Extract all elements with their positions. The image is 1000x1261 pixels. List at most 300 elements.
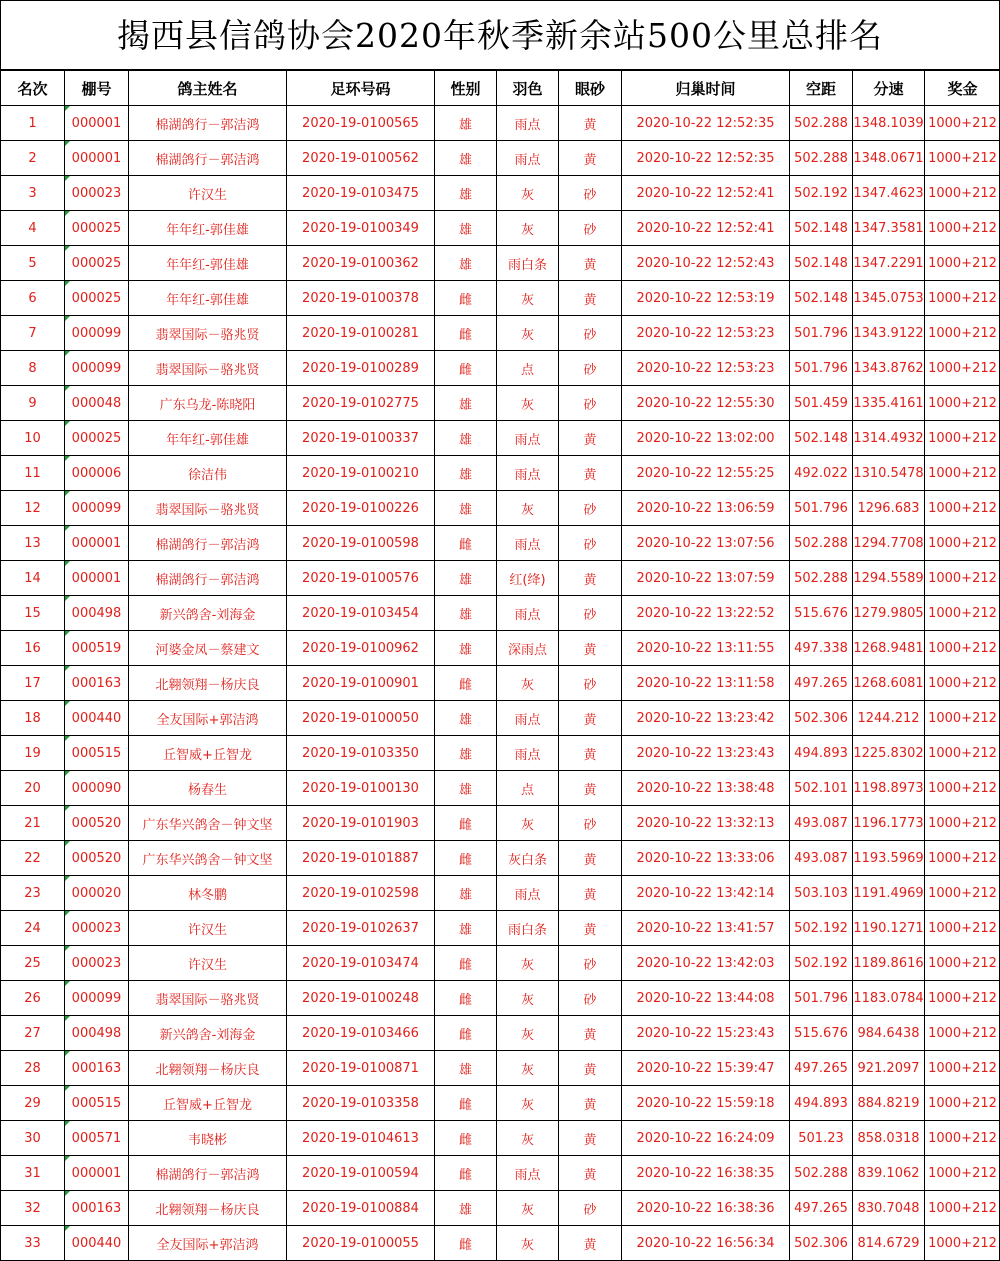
cell-distance: 502.306 bbox=[790, 701, 853, 736]
cell-speed: 1343.8762 bbox=[853, 351, 925, 386]
cell-eye: 黄 bbox=[559, 1086, 622, 1121]
cell-prize: 1000+212 bbox=[925, 1086, 1000, 1121]
cell-rank: 25 bbox=[1, 946, 65, 981]
cell-owner: 北翱领翔－杨庆良 bbox=[129, 666, 287, 701]
cell-owner: 翡翠国际－骆兆贤 bbox=[129, 316, 287, 351]
cell-sex: 雌 bbox=[435, 281, 497, 316]
cell-prize: 1000+212 bbox=[925, 211, 1000, 246]
cell-sex: 雄 bbox=[435, 911, 497, 946]
cell-owner: 杨春生 bbox=[129, 771, 287, 806]
cell-arrival: 2020-10-22 13:42:14 bbox=[622, 876, 790, 911]
cell-sex: 雄 bbox=[435, 176, 497, 211]
cell-eye: 砂 bbox=[559, 351, 622, 386]
cell-feather: 灰 bbox=[497, 1226, 559, 1261]
cell-speed: 1345.0753 bbox=[853, 281, 925, 316]
table-row bbox=[1, 631, 1000, 666]
cell-rank: 16 bbox=[1, 631, 65, 666]
table-row bbox=[1, 1156, 1000, 1191]
cell-sex: 雌 bbox=[435, 1226, 497, 1261]
cell-arrival: 2020-10-22 15:39:47 bbox=[622, 1051, 790, 1086]
table-row bbox=[1, 666, 1000, 701]
cell-prize: 1000+212 bbox=[925, 106, 1000, 141]
cell-speed: 1191.4969 bbox=[853, 876, 925, 911]
cell-feather: 灰 bbox=[497, 316, 559, 351]
cell-feather: 雨点 bbox=[497, 141, 559, 176]
cell-feather: 灰 bbox=[497, 281, 559, 316]
cell-sex: 雌 bbox=[435, 1121, 497, 1156]
cell-feather: 灰 bbox=[497, 1016, 559, 1051]
cell-sex: 雄 bbox=[435, 246, 497, 281]
cell-arrival: 2020-10-22 13:07:59 bbox=[622, 561, 790, 596]
cell-rank: 23 bbox=[1, 876, 65, 911]
cell-ring: 2020-19-0104613 bbox=[287, 1121, 435, 1156]
cell-owner: 年年红-郭佳雄 bbox=[129, 211, 287, 246]
cell-rank: 10 bbox=[1, 421, 65, 456]
cell-distance: 501.23 bbox=[790, 1121, 853, 1156]
cell-shed: 000440 bbox=[65, 701, 129, 736]
cell-eye: 砂 bbox=[559, 211, 622, 246]
cell-sex: 雌 bbox=[435, 526, 497, 561]
cell-feather: 雨白条 bbox=[497, 911, 559, 946]
cell-speed: 1347.3581 bbox=[853, 211, 925, 246]
table-row bbox=[1, 211, 1000, 246]
cell-ring: 2020-19-0100594 bbox=[287, 1156, 435, 1191]
cell-sex: 雌 bbox=[435, 981, 497, 1016]
cell-speed: 1294.5589 bbox=[853, 561, 925, 596]
header-speed: 分速 bbox=[853, 71, 925, 106]
cell-eye: 黄 bbox=[559, 1226, 622, 1261]
cell-owner: 广东乌龙-陈晓阳 bbox=[129, 386, 287, 421]
cell-arrival: 2020-10-22 13:41:57 bbox=[622, 911, 790, 946]
cell-feather: 点 bbox=[497, 771, 559, 806]
cell-sex: 雄 bbox=[435, 386, 497, 421]
cell-owner: 韦晓彬 bbox=[129, 1121, 287, 1156]
cell-speed: 1244.212 bbox=[853, 701, 925, 736]
cell-sex: 雄 bbox=[435, 1191, 497, 1226]
cell-sex: 雄 bbox=[435, 596, 497, 631]
cell-eye: 砂 bbox=[559, 666, 622, 701]
cell-ring: 2020-19-0102775 bbox=[287, 386, 435, 421]
cell-distance: 494.893 bbox=[790, 736, 853, 771]
cell-owner: 棉湖鸽行－郭洁鸿 bbox=[129, 1156, 287, 1191]
table-row bbox=[1, 351, 1000, 386]
cell-rank: 22 bbox=[1, 841, 65, 876]
cell-eye: 砂 bbox=[559, 316, 622, 351]
cell-rank: 30 bbox=[1, 1121, 65, 1156]
cell-feather: 雨点 bbox=[497, 876, 559, 911]
cell-shed: 000025 bbox=[65, 211, 129, 246]
cell-rank: 26 bbox=[1, 981, 65, 1016]
cell-shed: 000515 bbox=[65, 736, 129, 771]
cell-feather: 灰 bbox=[497, 211, 559, 246]
cell-distance: 497.265 bbox=[790, 666, 853, 701]
cell-distance: 515.676 bbox=[790, 596, 853, 631]
cell-ring: 2020-19-0100901 bbox=[287, 666, 435, 701]
cell-ring: 2020-19-0100055 bbox=[287, 1226, 435, 1261]
cell-eye: 砂 bbox=[559, 981, 622, 1016]
table-row bbox=[1, 701, 1000, 736]
cell-rank: 5 bbox=[1, 246, 65, 281]
cell-speed: 1347.4623 bbox=[853, 176, 925, 211]
cell-distance: 502.148 bbox=[790, 211, 853, 246]
ranking-table bbox=[0, 70, 1000, 1261]
cell-owner: 翡翠国际－骆兆贤 bbox=[129, 491, 287, 526]
cell-shed: 000025 bbox=[65, 246, 129, 281]
cell-eye: 黄 bbox=[559, 876, 622, 911]
cell-rank: 6 bbox=[1, 281, 65, 316]
cell-feather: 灰 bbox=[497, 1051, 559, 1086]
cell-ring: 2020-19-0100130 bbox=[287, 771, 435, 806]
cell-rank: 24 bbox=[1, 911, 65, 946]
cell-feather: 雨点 bbox=[497, 596, 559, 631]
cell-speed: 1314.4932 bbox=[853, 421, 925, 456]
table-row bbox=[1, 141, 1000, 176]
cell-sex: 雄 bbox=[435, 211, 497, 246]
cell-rank: 18 bbox=[1, 701, 65, 736]
cell-feather: 雨点 bbox=[497, 701, 559, 736]
cell-prize: 1000+212 bbox=[925, 771, 1000, 806]
cell-feather: 灰 bbox=[497, 491, 559, 526]
cell-prize: 1000+212 bbox=[925, 1226, 1000, 1261]
cell-speed: 1343.9122 bbox=[853, 316, 925, 351]
cell-distance: 502.101 bbox=[790, 771, 853, 806]
cell-rank: 28 bbox=[1, 1051, 65, 1086]
cell-speed: 839.1062 bbox=[853, 1156, 925, 1191]
cell-owner: 全友国际+郭洁鸿 bbox=[129, 1226, 287, 1261]
cell-distance: 502.306 bbox=[790, 1226, 853, 1261]
cell-distance: 493.087 bbox=[790, 841, 853, 876]
table-row bbox=[1, 316, 1000, 351]
cell-prize: 1000+212 bbox=[925, 981, 1000, 1016]
cell-ring: 2020-19-0100576 bbox=[287, 561, 435, 596]
cell-prize: 1000+212 bbox=[925, 1016, 1000, 1051]
cell-prize: 1000+212 bbox=[925, 701, 1000, 736]
header-eye: 眼砂 bbox=[559, 71, 622, 106]
cell-distance: 493.087 bbox=[790, 806, 853, 841]
cell-owner: 棉湖鸽行－郭洁鸿 bbox=[129, 141, 287, 176]
cell-eye: 黄 bbox=[559, 1121, 622, 1156]
cell-eye: 砂 bbox=[559, 386, 622, 421]
table-row bbox=[1, 841, 1000, 876]
table-row bbox=[1, 526, 1000, 561]
cell-shed: 000099 bbox=[65, 351, 129, 386]
cell-speed: 1198.8973 bbox=[853, 771, 925, 806]
table-row bbox=[1, 981, 1000, 1016]
cell-shed: 000001 bbox=[65, 106, 129, 141]
cell-ring: 2020-19-0103454 bbox=[287, 596, 435, 631]
cell-sex: 雌 bbox=[435, 316, 497, 351]
cell-arrival: 2020-10-22 13:02:00 bbox=[622, 421, 790, 456]
cell-feather: 灰 bbox=[497, 981, 559, 1016]
cell-owner: 丘智威+丘智龙 bbox=[129, 1086, 287, 1121]
cell-speed: 830.7048 bbox=[853, 1191, 925, 1226]
cell-shed: 000099 bbox=[65, 981, 129, 1016]
header-distance: 空距 bbox=[790, 71, 853, 106]
cell-owner: 许汉生 bbox=[129, 946, 287, 981]
cell-shed: 000498 bbox=[65, 596, 129, 631]
cell-arrival: 2020-10-22 12:55:30 bbox=[622, 386, 790, 421]
cell-rank: 31 bbox=[1, 1156, 65, 1191]
cell-speed: 814.6729 bbox=[853, 1226, 925, 1261]
cell-sex: 雄 bbox=[435, 106, 497, 141]
cell-rank: 12 bbox=[1, 491, 65, 526]
cell-sex: 雄 bbox=[435, 141, 497, 176]
table-row bbox=[1, 106, 1000, 141]
cell-rank: 33 bbox=[1, 1226, 65, 1261]
cell-distance: 497.338 bbox=[790, 631, 853, 666]
cell-prize: 1000+212 bbox=[925, 631, 1000, 666]
cell-ring: 2020-19-0100884 bbox=[287, 1191, 435, 1226]
cell-speed: 1348.1039 bbox=[853, 106, 925, 141]
cell-owner: 全友国际+郭洁鸿 bbox=[129, 701, 287, 736]
cell-shed: 000099 bbox=[65, 316, 129, 351]
cell-rank: 2 bbox=[1, 141, 65, 176]
cell-prize: 1000+212 bbox=[925, 876, 1000, 911]
cell-rank: 9 bbox=[1, 386, 65, 421]
cell-shed: 000163 bbox=[65, 666, 129, 701]
cell-ring: 2020-19-0100349 bbox=[287, 211, 435, 246]
cell-speed: 1190.1271 bbox=[853, 911, 925, 946]
cell-owner: 棉湖鸽行－郭洁鸿 bbox=[129, 526, 287, 561]
cell-speed: 1196.1773 bbox=[853, 806, 925, 841]
header-ring: 足环号码 bbox=[287, 71, 435, 106]
cell-rank: 14 bbox=[1, 561, 65, 596]
cell-distance: 501.796 bbox=[790, 316, 853, 351]
cell-arrival: 2020-10-22 13:23:42 bbox=[622, 701, 790, 736]
cell-sex: 雌 bbox=[435, 1016, 497, 1051]
cell-distance: 501.796 bbox=[790, 491, 853, 526]
cell-feather: 灰 bbox=[497, 1086, 559, 1121]
cell-sex: 雄 bbox=[435, 876, 497, 911]
cell-distance: 492.022 bbox=[790, 456, 853, 491]
cell-arrival: 2020-10-22 13:38:48 bbox=[622, 771, 790, 806]
cell-sex: 雌 bbox=[435, 351, 497, 386]
table-row bbox=[1, 911, 1000, 946]
cell-sex: 雄 bbox=[435, 701, 497, 736]
cell-feather: 灰 bbox=[497, 1121, 559, 1156]
cell-ring: 2020-19-0100248 bbox=[287, 981, 435, 1016]
cell-eye: 砂 bbox=[559, 526, 622, 561]
cell-rank: 7 bbox=[1, 316, 65, 351]
cell-owner: 年年红-郭佳雄 bbox=[129, 246, 287, 281]
cell-prize: 1000+212 bbox=[925, 386, 1000, 421]
cell-prize: 1000+212 bbox=[925, 841, 1000, 876]
table-row bbox=[1, 176, 1000, 211]
cell-rank: 19 bbox=[1, 736, 65, 771]
cell-shed: 000001 bbox=[65, 526, 129, 561]
cell-ring: 2020-19-0100210 bbox=[287, 456, 435, 491]
cell-ring: 2020-19-0100337 bbox=[287, 421, 435, 456]
table-row bbox=[1, 1121, 1000, 1156]
cell-prize: 1000+212 bbox=[925, 1121, 1000, 1156]
cell-feather: 灰 bbox=[497, 386, 559, 421]
cell-distance: 497.265 bbox=[790, 1051, 853, 1086]
cell-ring: 2020-19-0100289 bbox=[287, 351, 435, 386]
table-row bbox=[1, 736, 1000, 771]
cell-distance: 502.288 bbox=[790, 561, 853, 596]
cell-eye: 黄 bbox=[559, 421, 622, 456]
header-prize: 奖金 bbox=[925, 71, 1000, 106]
table-row bbox=[1, 1226, 1000, 1261]
cell-eye: 黄 bbox=[559, 141, 622, 176]
cell-prize: 1000+212 bbox=[925, 141, 1000, 176]
cell-eye: 黄 bbox=[559, 911, 622, 946]
cell-feather: 灰 bbox=[497, 666, 559, 701]
cell-rank: 17 bbox=[1, 666, 65, 701]
cell-eye: 砂 bbox=[559, 1191, 622, 1226]
cell-rank: 11 bbox=[1, 456, 65, 491]
cell-eye: 砂 bbox=[559, 491, 622, 526]
cell-arrival: 2020-10-22 15:59:18 bbox=[622, 1086, 790, 1121]
cell-prize: 1000+212 bbox=[925, 281, 1000, 316]
cell-speed: 1268.6081 bbox=[853, 666, 925, 701]
cell-arrival: 2020-10-22 13:22:52 bbox=[622, 596, 790, 631]
table-row bbox=[1, 1191, 1000, 1226]
cell-feather: 红(绛) bbox=[497, 561, 559, 596]
cell-shed: 000020 bbox=[65, 876, 129, 911]
cell-ring: 2020-19-0100562 bbox=[287, 141, 435, 176]
cell-sex: 雌 bbox=[435, 666, 497, 701]
cell-prize: 1000+212 bbox=[925, 491, 1000, 526]
cell-sex: 雌 bbox=[435, 1086, 497, 1121]
table-row bbox=[1, 1051, 1000, 1086]
cell-shed: 000001 bbox=[65, 141, 129, 176]
cell-eye: 砂 bbox=[559, 946, 622, 981]
table-row bbox=[1, 491, 1000, 526]
cell-ring: 2020-19-0103466 bbox=[287, 1016, 435, 1051]
table-row bbox=[1, 386, 1000, 421]
cell-rank: 32 bbox=[1, 1191, 65, 1226]
cell-owner: 翡翠国际－骆兆贤 bbox=[129, 351, 287, 386]
cell-sex: 雄 bbox=[435, 1051, 497, 1086]
cell-distance: 502.192 bbox=[790, 176, 853, 211]
cell-arrival: 2020-10-22 16:38:35 bbox=[622, 1156, 790, 1191]
cell-ring: 2020-19-0100378 bbox=[287, 281, 435, 316]
cell-shed: 000099 bbox=[65, 491, 129, 526]
cell-ring: 2020-19-0101903 bbox=[287, 806, 435, 841]
cell-shed: 000025 bbox=[65, 281, 129, 316]
cell-rank: 20 bbox=[1, 771, 65, 806]
cell-arrival: 2020-10-22 12:55:25 bbox=[622, 456, 790, 491]
cell-arrival: 2020-10-22 13:06:59 bbox=[622, 491, 790, 526]
header-sex: 性别 bbox=[435, 71, 497, 106]
cell-sex: 雄 bbox=[435, 771, 497, 806]
cell-shed: 000023 bbox=[65, 911, 129, 946]
cell-eye: 黄 bbox=[559, 1016, 622, 1051]
cell-arrival: 2020-10-22 16:38:36 bbox=[622, 1191, 790, 1226]
cell-eye: 黄 bbox=[559, 841, 622, 876]
cell-arrival: 2020-10-22 12:52:41 bbox=[622, 176, 790, 211]
cell-arrival: 2020-10-22 13:07:56 bbox=[622, 526, 790, 561]
cell-arrival: 2020-10-22 13:11:55 bbox=[622, 631, 790, 666]
cell-ring: 2020-19-0100565 bbox=[287, 106, 435, 141]
cell-feather: 点 bbox=[497, 351, 559, 386]
cell-eye: 砂 bbox=[559, 806, 622, 841]
cell-rank: 13 bbox=[1, 526, 65, 561]
cell-feather: 灰 bbox=[497, 946, 559, 981]
table-row bbox=[1, 456, 1000, 491]
cell-prize: 1000+212 bbox=[925, 666, 1000, 701]
cell-eye: 砂 bbox=[559, 176, 622, 211]
cell-arrival: 2020-10-22 15:23:43 bbox=[622, 1016, 790, 1051]
cell-distance: 497.265 bbox=[790, 1191, 853, 1226]
cell-speed: 1183.0784 bbox=[853, 981, 925, 1016]
cell-prize: 1000+212 bbox=[925, 456, 1000, 491]
cell-feather: 雨点 bbox=[497, 1156, 559, 1191]
cell-rank: 1 bbox=[1, 106, 65, 141]
cell-eye: 黄 bbox=[559, 1156, 622, 1191]
cell-distance: 502.148 bbox=[790, 281, 853, 316]
cell-owner: 新兴鸽舍-刘海金 bbox=[129, 1016, 287, 1051]
header-row bbox=[1, 71, 1000, 106]
cell-prize: 1000+212 bbox=[925, 736, 1000, 771]
cell-distance: 502.192 bbox=[790, 946, 853, 981]
cell-distance: 502.288 bbox=[790, 106, 853, 141]
cell-prize: 1000+212 bbox=[925, 421, 1000, 456]
cell-arrival: 2020-10-22 13:33:06 bbox=[622, 841, 790, 876]
cell-arrival: 2020-10-22 16:24:09 bbox=[622, 1121, 790, 1156]
cell-owner: 年年红-郭佳雄 bbox=[129, 421, 287, 456]
header-rank: 名次 bbox=[1, 71, 65, 106]
table-row bbox=[1, 281, 1000, 316]
cell-speed: 858.0318 bbox=[853, 1121, 925, 1156]
cell-arrival: 2020-10-22 12:52:35 bbox=[622, 106, 790, 141]
cell-eye: 黄 bbox=[559, 246, 622, 281]
cell-prize: 1000+212 bbox=[925, 946, 1000, 981]
cell-ring: 2020-19-0100226 bbox=[287, 491, 435, 526]
cell-speed: 921.2097 bbox=[853, 1051, 925, 1086]
cell-prize: 1000+212 bbox=[925, 526, 1000, 561]
cell-arrival: 2020-10-22 13:23:43 bbox=[622, 736, 790, 771]
cell-shed: 000519 bbox=[65, 631, 129, 666]
cell-prize: 1000+212 bbox=[925, 176, 1000, 211]
cell-shed: 000163 bbox=[65, 1191, 129, 1226]
cell-eye: 黄 bbox=[559, 1051, 622, 1086]
table-row bbox=[1, 946, 1000, 981]
cell-eye: 黄 bbox=[559, 106, 622, 141]
cell-shed: 000520 bbox=[65, 806, 129, 841]
cell-prize: 1000+212 bbox=[925, 246, 1000, 281]
cell-rank: 21 bbox=[1, 806, 65, 841]
cell-rank: 8 bbox=[1, 351, 65, 386]
cell-shed: 000163 bbox=[65, 1051, 129, 1086]
cell-feather: 雨点 bbox=[497, 736, 559, 771]
cell-arrival: 2020-10-22 12:53:23 bbox=[622, 351, 790, 386]
cell-arrival: 2020-10-22 16:56:34 bbox=[622, 1226, 790, 1261]
cell-eye: 黄 bbox=[559, 281, 622, 316]
cell-sex: 雌 bbox=[435, 841, 497, 876]
cell-arrival: 2020-10-22 12:53:19 bbox=[622, 281, 790, 316]
cell-owner: 许汉生 bbox=[129, 176, 287, 211]
cell-speed: 1294.7708 bbox=[853, 526, 925, 561]
cell-eye: 黄 bbox=[559, 631, 622, 666]
cell-owner: 年年红-郭佳雄 bbox=[129, 281, 287, 316]
cell-shed: 000001 bbox=[65, 561, 129, 596]
cell-prize: 1000+212 bbox=[925, 596, 1000, 631]
cell-owner: 徐洁伟 bbox=[129, 456, 287, 491]
cell-owner: 林冬鹏 bbox=[129, 876, 287, 911]
table-row bbox=[1, 246, 1000, 281]
cell-ring: 2020-19-0102598 bbox=[287, 876, 435, 911]
table-row bbox=[1, 1016, 1000, 1051]
cell-feather: 雨白条 bbox=[497, 246, 559, 281]
cell-distance: 502.288 bbox=[790, 141, 853, 176]
cell-sex: 雌 bbox=[435, 1156, 497, 1191]
cell-distance: 502.288 bbox=[790, 526, 853, 561]
cell-shed: 000025 bbox=[65, 421, 129, 456]
cell-arrival: 2020-10-22 12:52:43 bbox=[622, 246, 790, 281]
cell-feather: 灰 bbox=[497, 806, 559, 841]
